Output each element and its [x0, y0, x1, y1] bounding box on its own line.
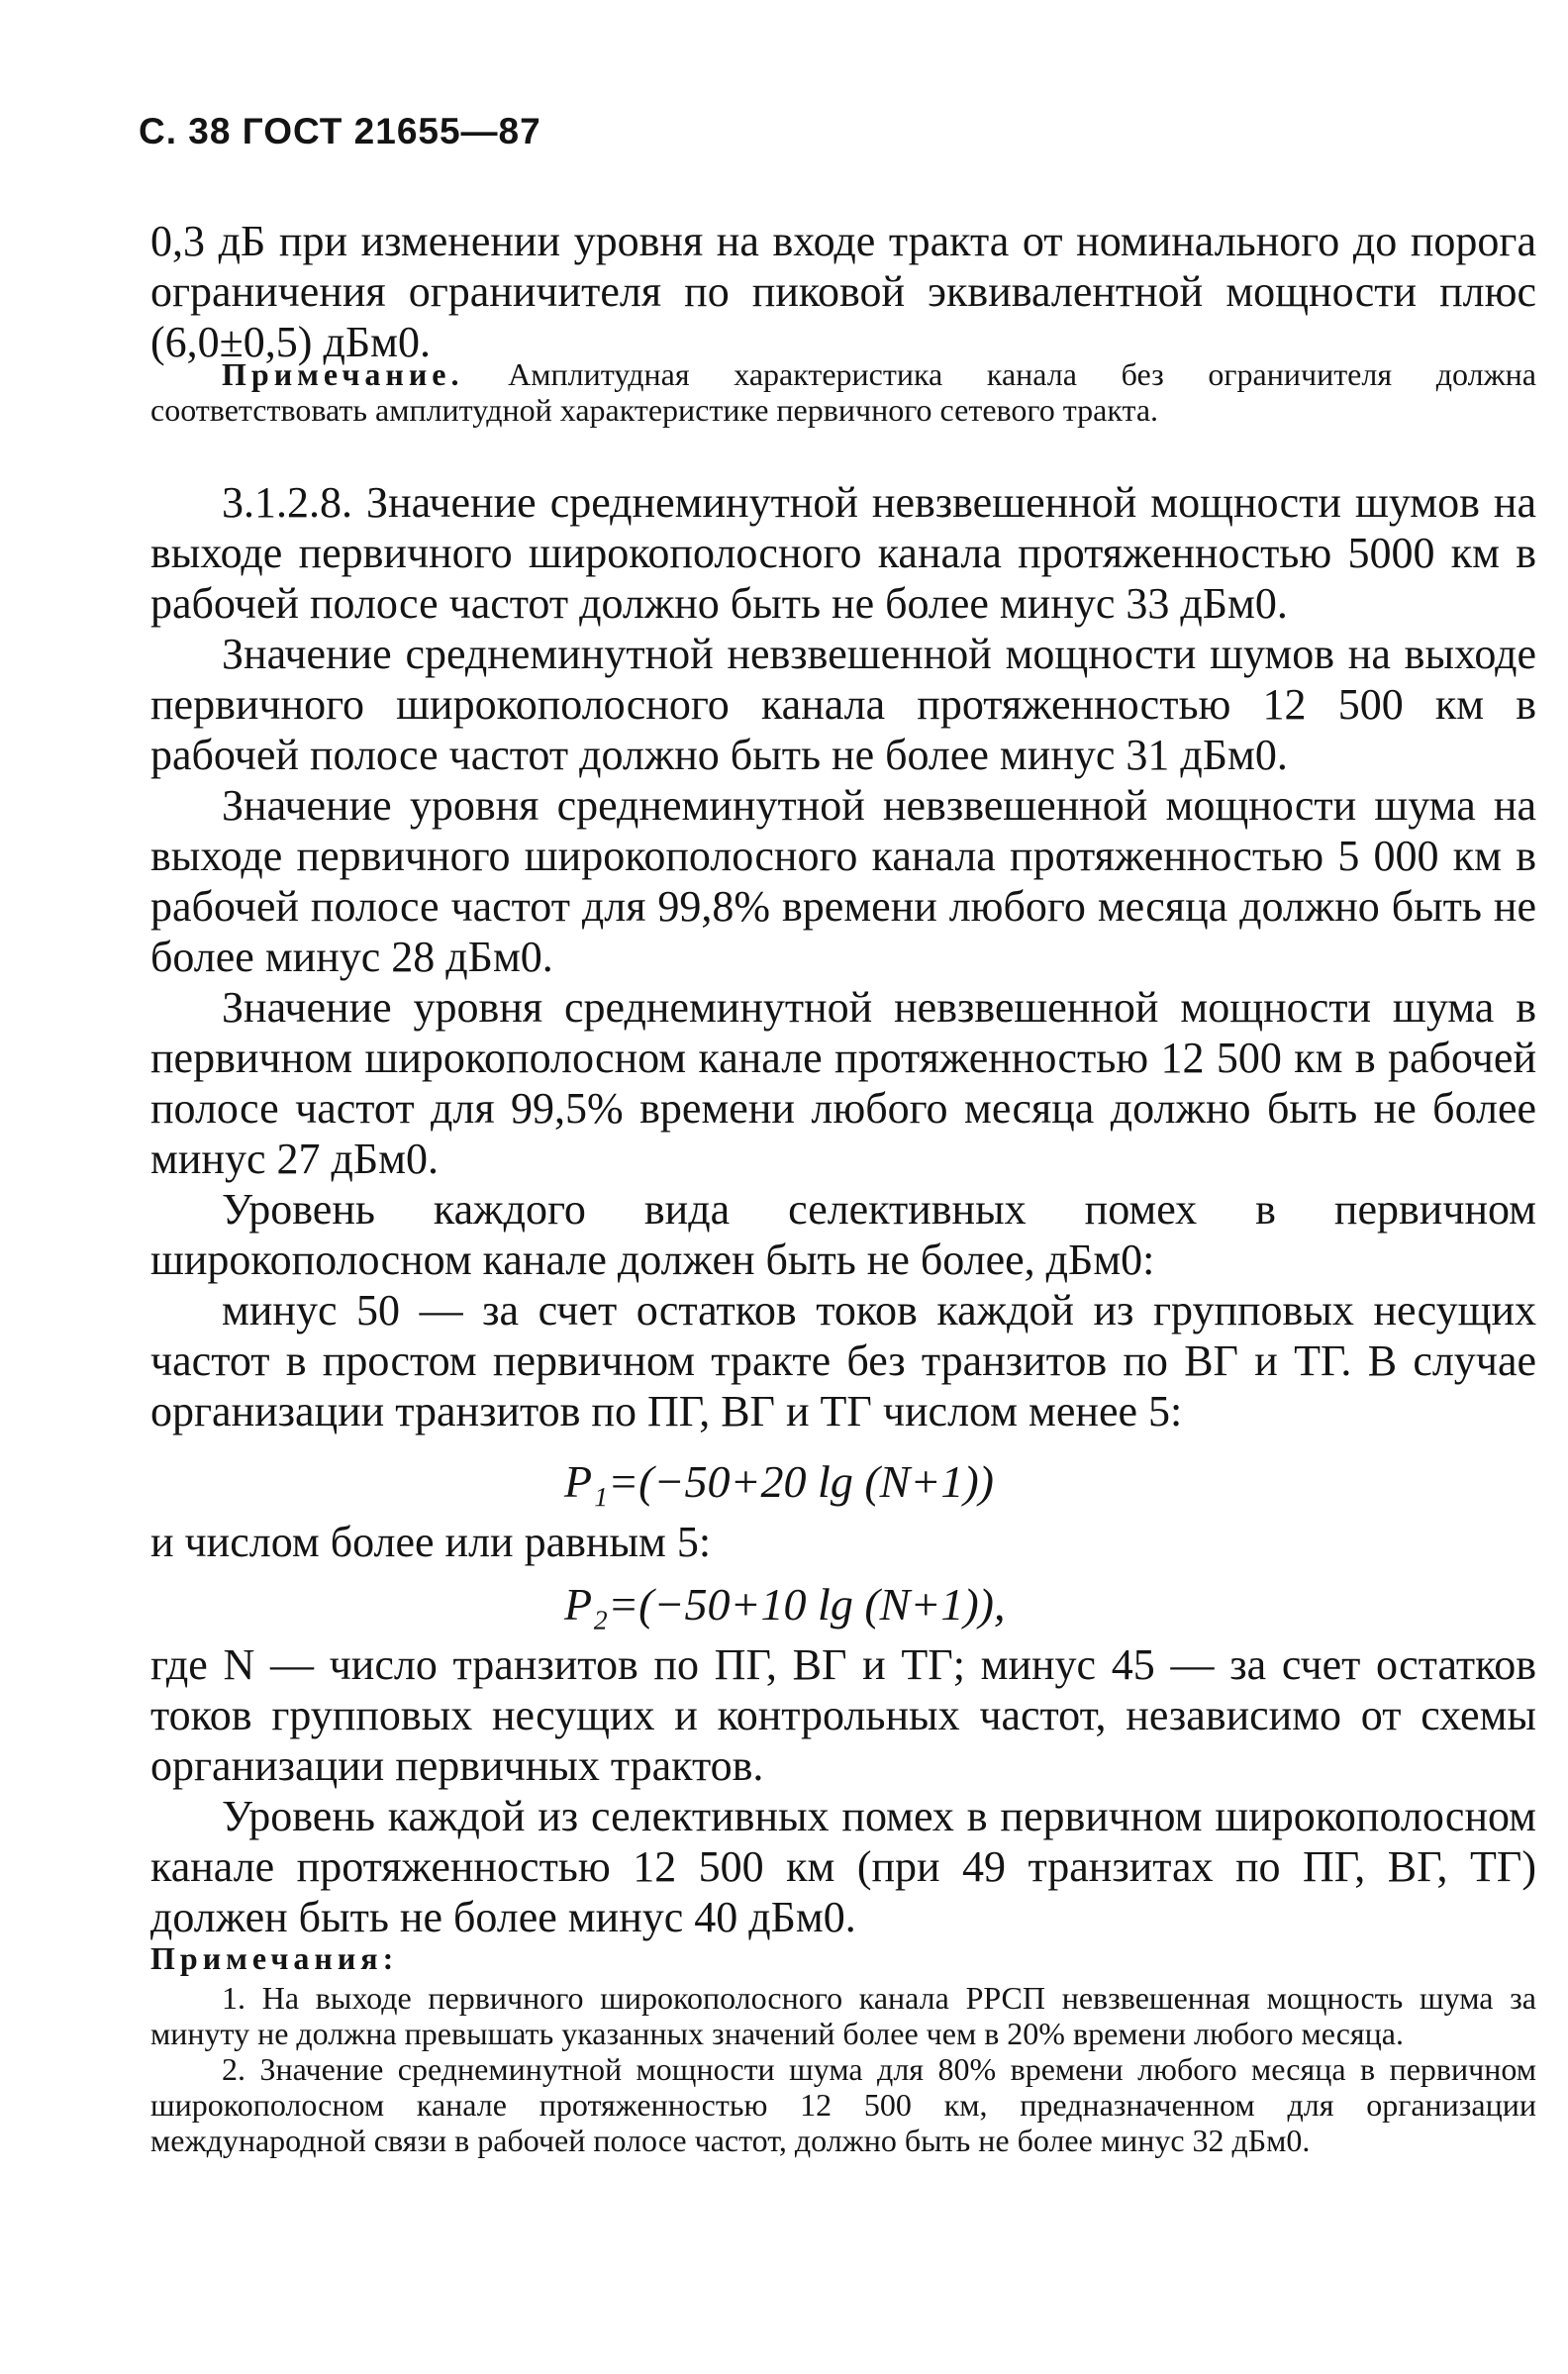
paragraph-selective-interference: Уровень каждого вида селективных помех в первичном широкополосном канале должен быть не более, дБм0: [150, 1185, 1536, 1284]
paragraph-3-1-2-8: 3.1.2.8. Значение среднеминутной невзвешенной мощности шумов на выходе первичного широкополосного канала протяженностью 5000 км в рабочей полосе частот должно быть не более минус 33 дБм0. [150, 478, 1536, 628]
note-1 [150, 356, 1536, 428]
notes [150, 1940, 1536, 2158]
paragraph-noise-12500: Значение среднеминутной невзвешенной мощности шумов на выходе первичного широкополосного канала протяженностью 12 500 км в рабочей полосе частот должно быть не более минус 31 дБм0. [150, 630, 1536, 779]
paragraph-minus-50: минус 50 — за счет остатков токов каждой из групповых несущих частот в простом первичном тракте без транзитов по ВГ и ТГ. В случае организации транзитов по ПГ, ВГ и ТГ числом менее 5: [150, 1286, 1536, 1435]
note-2-item-2: 2. Значение среднеминутной мощности шума для 80% времени любого месяца в первичном широкополосном канале протяженностью 12 500 км, предназначенном для организации международной связи в рабочей полосе частот, должно быть не более минус 32 дБм0. [150, 2051, 1536, 2158]
paragraph-noise-99-5: Значение уровня среднеминутной невзвешенной мощности шума в первичном широкополосном канале протяженностью 12 500 км в рабочей полосе частот для 99,5% времени любого месяца должно быть не более минус 27 дБм0. [150, 983, 1536, 1183]
paragraph-selective-12500: Уровень каждой из селективных помех в первичном широкополосном канале протяженностью 12 500 км (при 49 транзитах по ПГ, ВГ, ТГ) должен быть не более минус 40 дБм0. [150, 1792, 1536, 1941]
notes-label: Примечания: [150, 1940, 399, 1976]
page-header: С. 38 ГОСТ 21655—87 [139, 111, 541, 151]
formula-p2: P₂=(−50+10 lg (N+1)), [564, 1579, 1006, 1630]
tail-text [150, 1639, 1536, 1942]
paragraph-where-n: где N — число транзитов по ПГ, ВГ и ТГ; минус 45 — за счет остатков токов групповых несущих и контрольных частот, независимо от схемы организации первичных трактов. [150, 1640, 1536, 1790]
note-1-text: Амплитудная характеристика канала без ограничителя должна соответствовать амплитудной характеристике первичного сетевого тракта. [150, 356, 1537, 428]
note-2-item-1: 1. На выходе первичного широкополосного канала РРСП невзвешенная мощность шума за минуту не должна превышать указанных значений более чем в 20% времени любого месяца. [150, 1980, 1536, 2051]
note-1-label: Примечание. [222, 356, 464, 392]
main-text [150, 477, 1536, 1436]
intro-paragraph [150, 216, 1536, 367]
formula-connector [150, 1517, 1536, 1567]
paragraph-and-more: и числом более или равным 5: [150, 1518, 712, 1566]
intro-text: 0,3 дБ при изменении уровня на входе тракта от номинального до порога ограничения ограничителя по пиковой эквивалентной мощности плюс (6,0±0,5) дБм0. [150, 217, 1536, 366]
formula-p1: P₁=(−50+20 lg (N+1)) [564, 1456, 994, 1507]
paragraph-noise-99-8: Значение уровня среднеминутной невзвешенной мощности шума на выходе первичного широкополосного канала протяженностью 5 000 км в рабочей полосе частот для 99,8% времени любого месяца должно быть не более минус 28 дБм0. [150, 781, 1536, 981]
